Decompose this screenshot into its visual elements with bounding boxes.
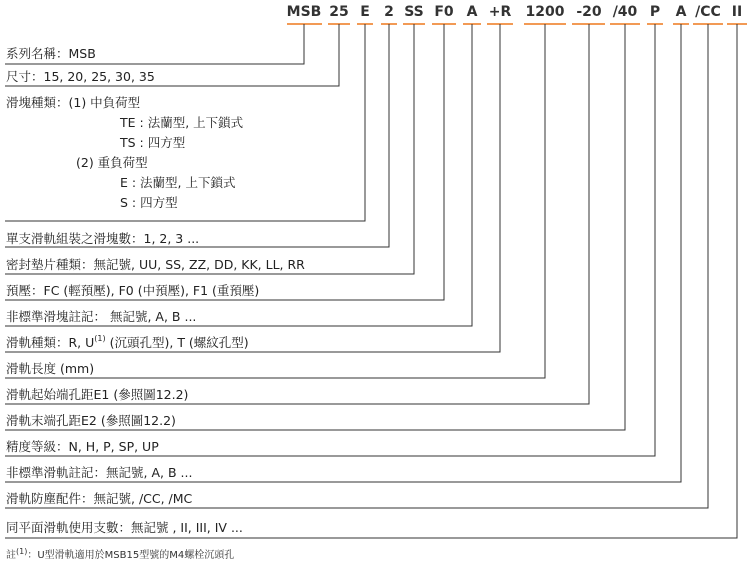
code-part-rail-length: 1200 [525, 4, 565, 20]
label-series: 系列名稱：MSB [6, 46, 96, 61]
label-preload: 預壓：FC (輕預壓), F0 (中預壓), F1 (重預壓) [6, 283, 260, 298]
code-part-block-type: E [360, 4, 370, 20]
label-e1: 滑軌起始端孔距E1 (參照圖12.2) [6, 387, 189, 402]
code-header [287, 4, 743, 20]
label-accuracy: 精度等級：N, H, P, SP, UP [6, 439, 159, 454]
label-block-s: S : 四方型 [120, 195, 178, 210]
code-part-coplanar: II [731, 4, 743, 20]
code-part-size: 25 [329, 4, 349, 20]
label-rail-length: 滑軌長度 (mm) [6, 361, 95, 376]
field-labels [6, 46, 305, 535]
code-part-series: MSB [286, 4, 322, 20]
code-part-dust: /CC [695, 4, 721, 20]
label-nonstd-rail: 非標準滑軌註記：無記號, A, B ... [6, 465, 193, 480]
label-block-ts: TS : 四方型 [120, 135, 186, 150]
code-part-accuracy: P [649, 4, 661, 20]
code-part-seal: SS [404, 4, 424, 20]
code-part-preload: F0 [434, 4, 454, 20]
label-block-te: TE : 法蘭型, 上下鎖式 [120, 115, 244, 130]
code-part-nonstd-block: A [466, 4, 478, 20]
code-part-block-count: 2 [384, 4, 394, 20]
code-part-nonstd-rail: A [675, 4, 687, 20]
label-blocks-per-rail: 單支滑軌組裝之滑塊數：1, 2, 3 ... [6, 231, 200, 246]
label-block-type-title: 滑塊種類：(1) 中負荷型 [6, 95, 141, 110]
label-dust: 滑軌防塵配件：無記號, /CC, /MC [6, 491, 193, 506]
label-block-e: E : 法蘭型, 上下鎖式 [120, 175, 236, 190]
code-part-rail-type: +R [488, 4, 512, 20]
label-e2: 滑軌末端孔距E2 (參照圖12.2) [6, 413, 176, 428]
label-seal: 密封墊片種類：無記號, UU, SS, ZZ, DD, KK, LL, RR [6, 257, 305, 272]
label-coplanar: 同平面滑軌使用支數：無記號 , II, III, IV ... [6, 520, 243, 535]
code-part-e1: -20 [576, 4, 602, 20]
connector-e2 [5, 24, 625, 430]
label-heavy-load: (2) 重負荷型 [76, 155, 148, 170]
footnote: 註$^{(1)}$：U型滑軌適用於MSB15型號的M4螺栓沉頭孔 [6, 547, 235, 561]
label-nonstd-block: 非標準滑塊註記： 無記號, A, B ... [6, 309, 197, 324]
label-rail-type: 滑軌種類：R, $U^{(1)}$ (沉頭孔型), T (螺紋孔型) [6, 334, 249, 350]
label-size: 尺寸：15, 20, 25, 30, 35 [6, 69, 155, 84]
code-part-e2: /40 [612, 4, 638, 20]
